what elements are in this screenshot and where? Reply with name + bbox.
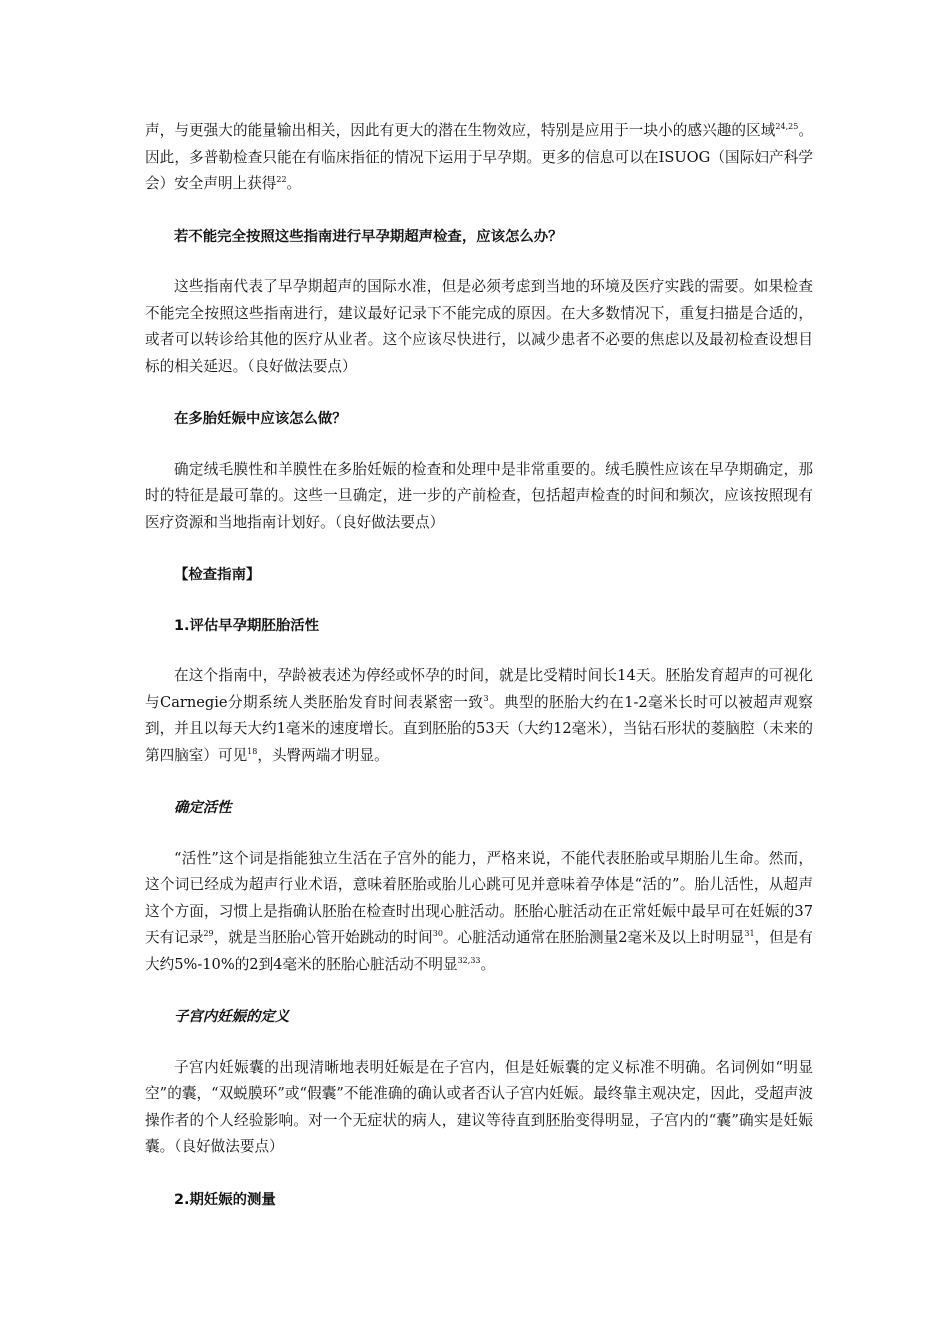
- paragraph-guidelines: 这些指南代表了早孕期超声的国际水准，但是必须考虑到当地的环境及医疗实践的需要。如果检查不能完全按照这些指南进行，建议最好记录下不能完成的原因。在大多数情况下，重复扫描是合适的，或者可以转诊给其他的医疗从业者。这个应该尽快进行，以减少患者不必要的焦虑以及最初检查设想目标的相关延迟。（良好做法要点）: [145, 278, 813, 375]
- citation: 18: [247, 746, 258, 756]
- subheading-intrauterine-definition: 子宫内妊娠的定义: [174, 1009, 290, 1025]
- citation: 31: [744, 929, 755, 938]
- subheading-determine-viability: 确定活性: [174, 800, 232, 816]
- citation: 32,33: [457, 955, 481, 965]
- citation: 22: [276, 175, 287, 184]
- paragraph-intrauterine: 子宫内妊娠囊的出现清晰地表明妊娠是在子宫内，但是妊娠囊的定义标准不明确。名词例如“明显空”的囊，“双蜕膜环”或“假囊”不能准确的确认或者否认子宫内妊娠。最终靠主观决定，因此，受超声波操作者的个人经验影响。对一个无症状的病人，建议等待直到胚胎变得明显，子宫内的“囊”确实是妊娠囊。（良好做法要点）: [145, 1058, 813, 1155]
- paragraph-viability: “活性”这个词是指能独立生活在子宫外的能力，严格来说，不能代表胚胎或早期胎儿生命。然而，这个词已经成为超声行业术语，意味着胚胎或胎儿心跳可见并意味着孕体是“活的”。胎儿活性，从超声这个方面，习惯上是指确认胚胎在检查时出现心脏活动。胚胎心脏活动在正常妊娠中最早可在妊娠的37天有记录$^{29}$，就是当胚胎心管开始跳动的时间$^{30}$。心脏活动通常在胚胎测量2毫米及以上时明显$^{31}$，但是有大约5%-10%的2到4毫米的胚胎心脏活动不明显$^{32,33}$。: [145, 849, 813, 973]
- paragraph-doppler: 声，与更强大的能量输出相关，因此有更大的潜在生物效应，特别是应用于一块小的感兴趣的区域$^{24,25}$。因此，多普勒检查只能在有临床指征的情况下运用于早孕期。更多的信息可以在ISUOG（国际妇产科学会）安全声明上获得$^{22}$。: [145, 122, 813, 192]
- citation: 24,25: [775, 122, 799, 131]
- citation: 3: [483, 693, 489, 703]
- question-heading-multiple: 在多胎妊娠中应该怎么做？: [174, 411, 347, 427]
- paragraph-multiple: 确定绒毛膜性和羊膜性在多胎妊娠的检查和处理中是非常重要的。绒毛膜性应该在早孕期确定，那时的特征是最可靠的。这些一旦确定，进一步的产前检查，包括超声检查的时间和频次，应该按照现有医疗资源和当地指南计划好。（良好做法要点）: [145, 460, 813, 531]
- document-page: [145, 118, 813, 1213]
- citation: 29: [203, 929, 214, 938]
- paragraph-gestational-age: 在这个指南中，孕龄被表述为停经或怀孕的时间，就是比受精时间长14天。胚胎发育超声的可视化与Carnegie分期系统人类胚胎发育时间表紧密一致$^3$。典型的胚胎大约在1-2毫米长时可以被超声观察到，并且以每天大约1毫米的速度增长。直到胚胎的53天（大约12毫米），当钻石形状的菱脑腔（未来的第四脑室）可见$^{18}$，头臀两端才明显。: [145, 667, 813, 764]
- section-heading-viability: 1.评估早孕期胚胎活性: [174, 617, 319, 634]
- section-heading-exam-guide: 【检查指南】: [174, 567, 261, 583]
- citation: 30: [432, 929, 443, 938]
- question-heading-guidelines: 若不能完全按照这些指南进行早孕期超声检查，应该怎么办？: [174, 228, 563, 245]
- section-heading-measurement: 2.期妊娠的测量: [174, 1191, 276, 1208]
